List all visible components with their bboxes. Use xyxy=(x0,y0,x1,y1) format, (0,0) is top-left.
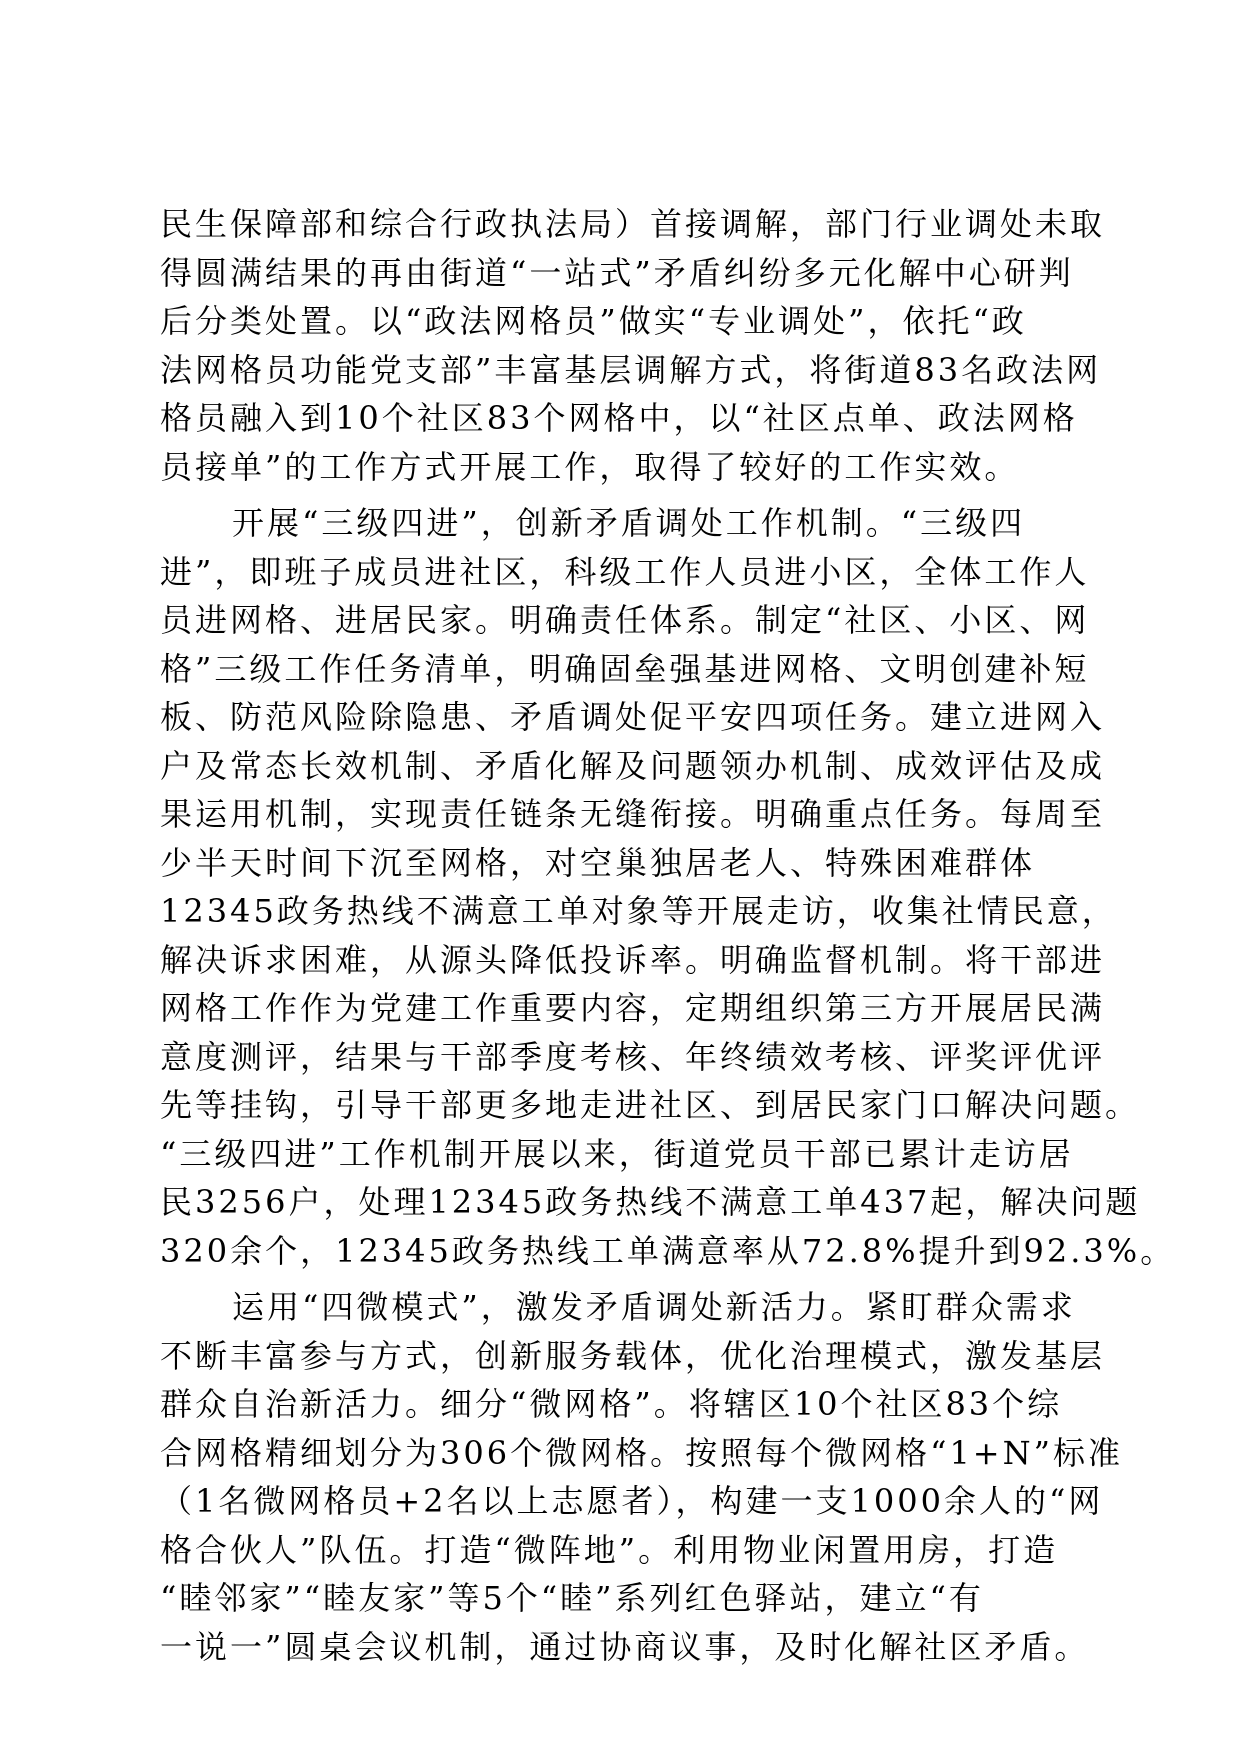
text-line: （1名微网格员+2名以上志愿者），构建一支1000余人的“网 xyxy=(160,1482,1104,1520)
text-line: 后分类处置。以“政法网格员”做实“专业调处”，依托“政 xyxy=(160,302,1027,340)
paragraph-3 xyxy=(160,1283,1123,1671)
text-line: 一说一”圆桌会议机制，通过协商议事，及时化解社区矛盾。 xyxy=(160,1627,1090,1666)
paragraph-2 xyxy=(160,499,1176,1275)
text-line: 法网格员功能党支部”丰富基层调解方式，将街道83名政法网 xyxy=(160,350,1102,389)
text-line: 320余个，12345政务热线工单满意率从72.8%提升到92.3%。 xyxy=(160,1231,1176,1270)
text-line: 格员融入到10个社区83个网格中，以“社区点单、政法网格 xyxy=(160,399,1078,437)
text-line: 12345政务热线不满意工单对象等开展走访，收集社情民意， xyxy=(160,892,1117,930)
text-line: 民3256户，处理12345政务热线不满意工单437起，解决问题 xyxy=(160,1183,1141,1221)
text-line: 少半天时间下沉至网格，对空巢独居老人、特殊困难群体 xyxy=(160,843,1036,882)
text-line: 意度测评，结果与干部季度考核、年终绩效考核、评奖评优评 xyxy=(160,1037,1106,1076)
text-line: 格”三级工作任务清单，明确固垒强基进网格、文明创建补短 xyxy=(160,649,1090,688)
text-line: 合网格精细划分为306个微网格。按照每个微网格“1+N”标准 xyxy=(160,1433,1123,1472)
text-line: 群众自治新活力。细分“微网格”。将辖区10个社区83个综 xyxy=(160,1385,1063,1423)
text-line: “睦邻家”“睦友家”等5个“睦”系列红色驿站，建立“有 xyxy=(160,1579,984,1617)
text-line: 格合伙人”队伍。打造“微阵地”。利用物业闲置用房，打造 xyxy=(160,1530,1059,1569)
text-line: 板、防范风险除隐患、矛盾调处促平安四项任务。建立进网入 xyxy=(160,698,1106,736)
paragraph-1 xyxy=(160,200,1106,491)
text-line: 不断丰富参与方式，创新服务载体，优化治理模式，激发基层 xyxy=(160,1336,1106,1375)
text-line: 运用“四微模式”，激发矛盾调处新活力。紧盯群众需求 xyxy=(232,1288,1076,1326)
text-line: “三级四进”工作机制开展以来，街道党员干部已累计走访居 xyxy=(160,1134,1074,1173)
text-line: 员进网格、进居民家。明确责任体系。制定“社区、小区、网 xyxy=(160,601,1090,639)
text-line: 员接单”的工作方式开展工作，取得了较好的工作实效。 xyxy=(160,447,1020,486)
text-line: 先等挂钩，引导干部更多地走进社区、到居民家门口解决问题。 xyxy=(160,1086,1141,1124)
text-line: 开展“三级四进”，创新矛盾调处工作机制。“三级四 xyxy=(232,504,1026,542)
paragraph-spacer xyxy=(160,491,1090,499)
text-line: 进”，即班子成员进社区，科级工作人员进小区，全体工作人 xyxy=(160,552,1090,591)
text-line: 果运用机制，实现责任链条无缝衔接。明确重点任务。每周至 xyxy=(160,795,1106,833)
body-text xyxy=(160,200,1176,1671)
paragraph-spacer xyxy=(160,1275,1090,1283)
text-line: 解决诉求困难，从源头降低投诉率。明确监督机制。将干部进 xyxy=(160,940,1106,979)
text-line: 民生保障部和综合行政执法局）首接调解，部门行业调处未取 xyxy=(160,205,1106,243)
text-line: 户及常态长效机制、矛盾化解及问题领办机制、成效评估及成 xyxy=(160,746,1106,785)
text-line: 网格工作作为党建工作重要内容，定期组织第三方开展居民满 xyxy=(160,989,1106,1027)
text-line: 得圆满结果的再由街道“一站式”矛盾纠纷多元化解中心研判 xyxy=(160,253,1074,292)
